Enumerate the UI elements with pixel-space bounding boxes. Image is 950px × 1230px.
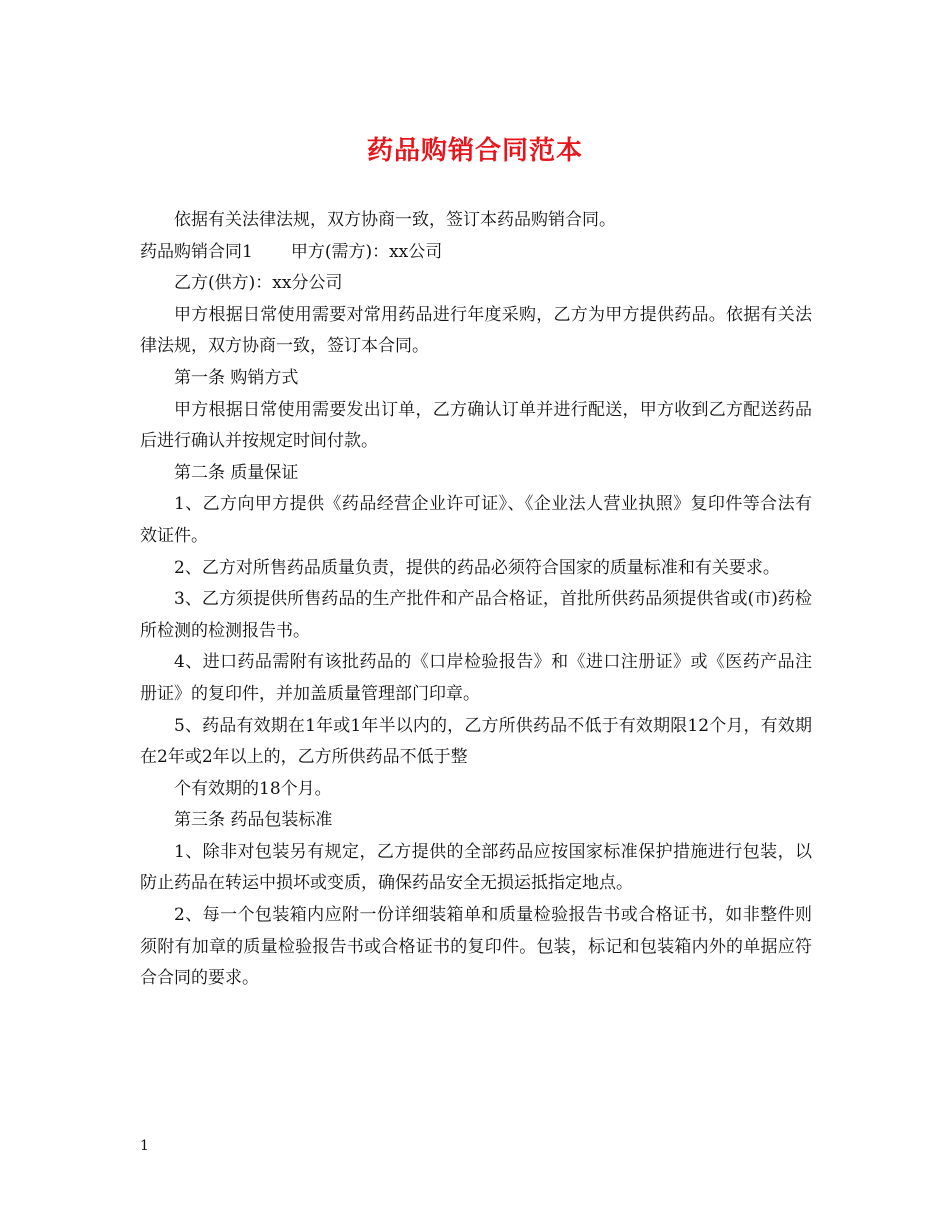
article-2-item-5-continued: 个有效期的18个月。 bbox=[174, 778, 332, 799]
paragraph-purpose: 甲方根据日常使用需要对常用药品进行年度采购，乙方为甲方提供药品。依据有关法律法规，双方协商一致，签订本合同。 bbox=[140, 304, 812, 357]
party-a: 甲方(需方)：xx公司 bbox=[290, 241, 443, 262]
article-3-heading: 第三条 药品包装标准 bbox=[174, 810, 333, 831]
contract-header-line bbox=[140, 237, 812, 269]
document-title: 药品购销合同范本 bbox=[366, 136, 583, 166]
article-1-heading: 第一条 购销方式 bbox=[174, 367, 299, 388]
article-2-item-2: 2、乙方对所售药品质量负责，提供的药品必须符合国家的质量标准和有关要求。 bbox=[174, 557, 780, 578]
article-2-item-1: 1、乙方向甲方提供《药品经营企业许可证》、《企业法人营业执照》复印件等合法有效证件。 bbox=[140, 494, 812, 546]
contract-label: 药品购销合同1 bbox=[140, 241, 253, 262]
article-2-item-4: 4、进口药品需附有该批药品的《口岸检验报告》和《进口注册证》或《医药产品注册证》的复印件，并加盖质量管理部门印章。 bbox=[140, 652, 812, 704]
document-body bbox=[140, 205, 812, 995]
article-2-heading: 第二条 质量保证 bbox=[174, 462, 299, 483]
party-b: 乙方(供方)：xx分公司 bbox=[174, 273, 343, 294]
article-3-item-1: 1、除非对包装另有规定，乙方提供的全部药品应按国家标准保护措施进行包装，以防止药品在转运中损坏或变质，确保药品安全无损运抵指定地点。 bbox=[140, 841, 812, 894]
article-3-item-2: 2、每一个包装箱内应附一份详细装箱单和质量检验报告书或合格证书，如非整件则须附有加章的质量检验报告书或合格证书的复印件。包装，标记和包装箱内外的单据应符合合同的要求。 bbox=[140, 905, 812, 989]
article-2-item-5: 5、药品有效期在1年或1年半以内的，乙方所供药品不低于有效期限12个月，有效期在2年或2年以上的，乙方所供药品不低于整 bbox=[140, 715, 812, 768]
paragraph-intro: 依据有关法律法规，双方协商一致，签订本药品购销合同。 bbox=[174, 210, 616, 230]
page-number: 1 bbox=[140, 1138, 149, 1154]
article-2-item-3: 3、乙方须提供所售药品的生产批件和产品合格证，首批所供药品须提供省或(市)药检所检测的检测报告书。 bbox=[140, 589, 812, 641]
article-1-body: 甲方根据日常使用需要发出订单，乙方确认订单并进行配送，甲方收到乙方配送药品后进行确认并按规定时间付款。 bbox=[140, 399, 812, 452]
